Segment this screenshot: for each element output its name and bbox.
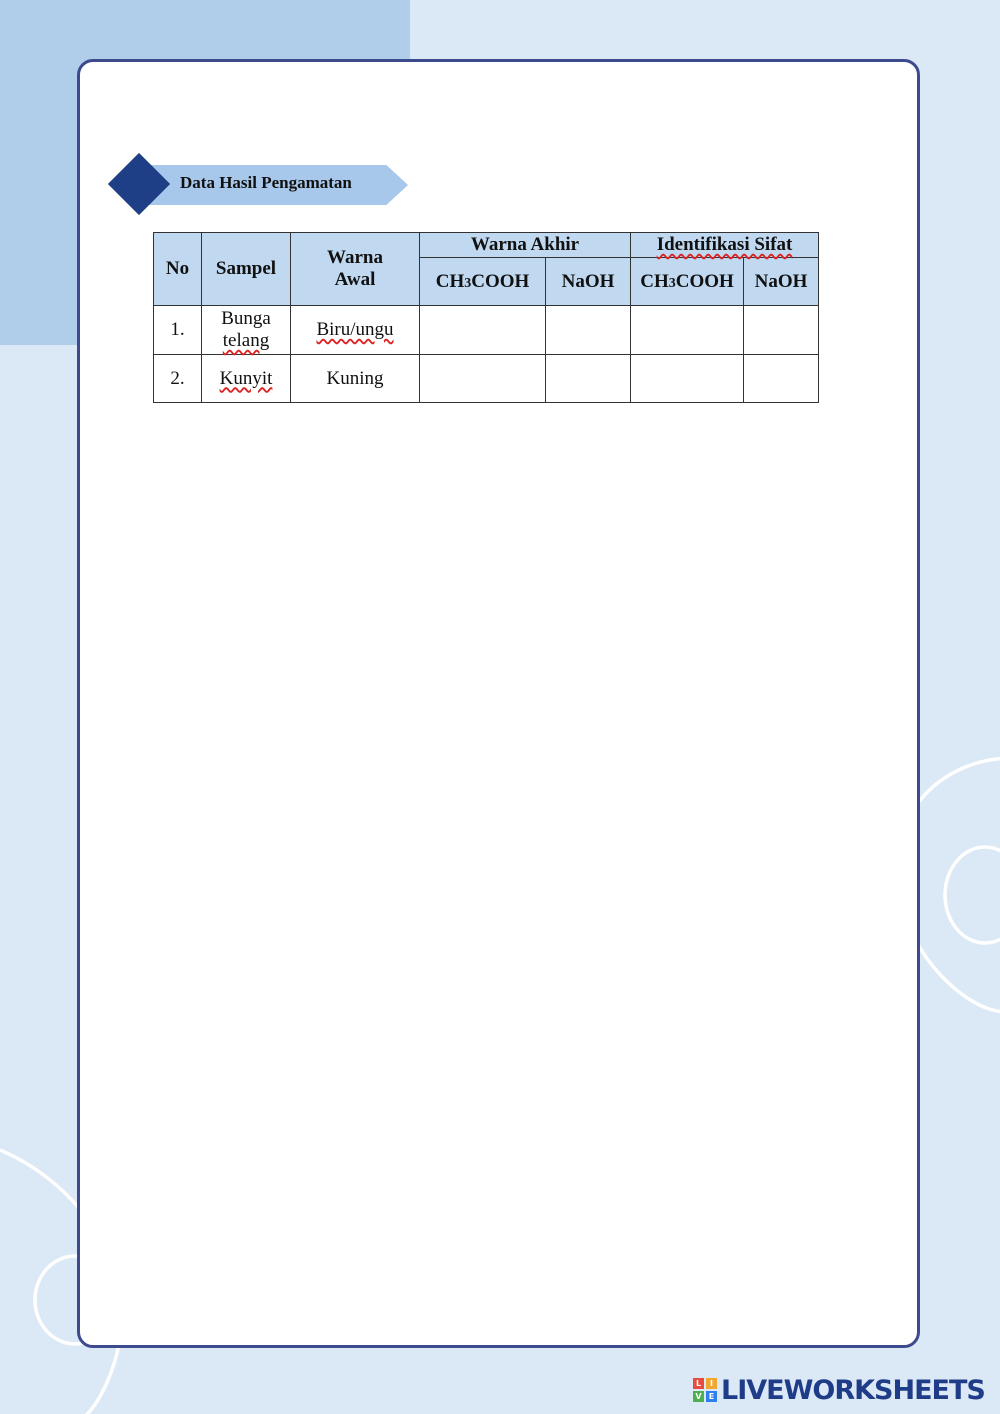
- header-property-acid: CH3COOH: [631, 258, 744, 306]
- row-sample: Kunyit: [202, 355, 291, 403]
- answer-cell[interactable]: [420, 355, 546, 403]
- row-initial-color: Kuning: [291, 355, 420, 403]
- section-banner: [108, 153, 410, 217]
- answer-cell[interactable]: [546, 355, 631, 403]
- header-property-id-label: Identifikasi Sifat: [656, 234, 793, 256]
- header-final-base: NaOH: [546, 258, 631, 306]
- answer-cell[interactable]: [631, 355, 744, 403]
- logo-icon: [693, 1378, 717, 1402]
- observation-table: [153, 232, 819, 403]
- answer-cell[interactable]: [631, 306, 744, 355]
- header-final-color: Warna Akhir: [420, 233, 631, 258]
- answer-cell[interactable]: [546, 306, 631, 355]
- header-initial-color: [291, 233, 420, 306]
- table-row: [154, 355, 819, 403]
- header-no: No: [154, 233, 202, 306]
- header-sample: Sampel: [202, 233, 291, 306]
- row-no: 2.: [154, 355, 202, 403]
- logo-letter: I: [706, 1378, 717, 1389]
- section-title: Data Hasil Pengamatan: [180, 173, 352, 192]
- diamond-icon: [108, 153, 170, 215]
- row-sample: Bunga telang: [202, 306, 291, 355]
- logo-letter: E: [706, 1391, 717, 1402]
- header-property-id: [631, 233, 819, 258]
- logo-text: LIVEWORKSHEETS: [721, 1374, 985, 1406]
- table-row: [154, 306, 819, 355]
- header-property-base: NaOH: [744, 258, 819, 306]
- row-no: 1.: [154, 306, 202, 355]
- header-initial-color-line1: Warna: [327, 247, 383, 269]
- logo-letter: V: [693, 1391, 704, 1402]
- answer-cell[interactable]: [420, 306, 546, 355]
- header-initial-color-line2: Awal: [334, 269, 376, 290]
- answer-cell[interactable]: [744, 306, 819, 355]
- header-row-1: [154, 233, 819, 258]
- header-final-acid: CH3COOH: [420, 258, 546, 306]
- row-initial-color: Biru/ungu: [291, 306, 420, 355]
- liveworksheets-logo[interactable]: [693, 1372, 985, 1408]
- logo-letter: L: [693, 1378, 704, 1389]
- answer-cell[interactable]: [744, 355, 819, 403]
